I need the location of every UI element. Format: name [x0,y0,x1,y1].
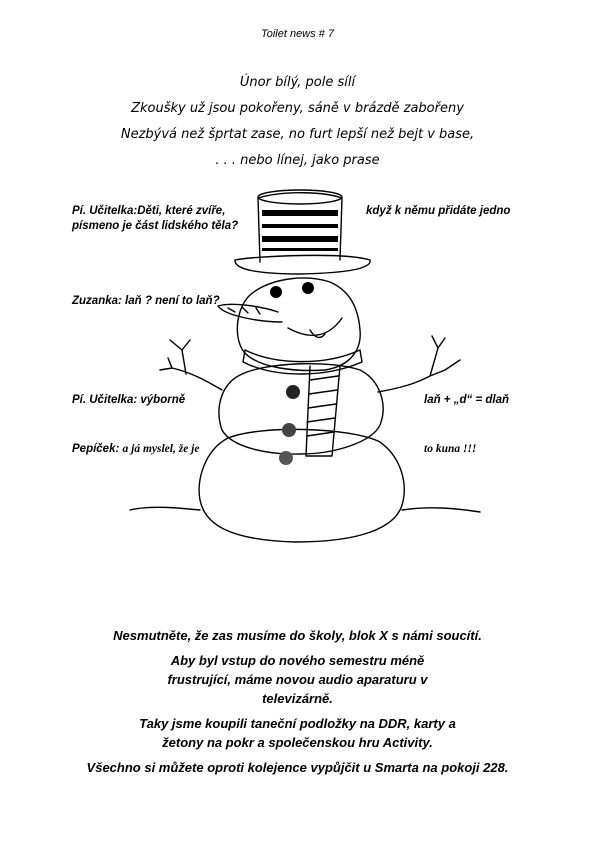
poem-line: Nezbývá než šprtat zase, no furt lepší než bejt v base, [120,127,475,142]
page-header: Toilet news # 7 [261,28,334,40]
snowman-illustration [110,180,490,580]
snowman-bottom [199,429,404,542]
poem [0,70,595,174]
button [279,451,293,465]
mouth [288,318,342,337]
teacher-question-line2: písmeno je část lidského těla? [72,220,239,232]
pepicek-name: Pepíček: [72,443,120,455]
right-arm [378,336,460,392]
poem-line: . . . nebo línej, jako prase [215,153,380,168]
pepicek-end: to kuna !!! [424,443,477,455]
teacher-answer-right: laň + „d“ = dlaň [424,394,509,406]
pepicek-text: a já myslel, že je [122,443,200,455]
footer-paragraph: Všechno si můžete oproti kolejence vypůjčit u Smarta na pokoji 228. [86,760,509,775]
hat-brim [235,255,370,274]
teacher-question-left: Pí. Učitelka:Děti, které zvíře, [72,205,226,217]
snowman-middle [219,364,383,454]
poem-line: Zkoušky už jsou pokořeny, sáně v brázdě zabořeny [131,101,464,116]
footer-paragraph: Aby byl vstup do nového semestru méně frustrující, máme novou audio aparaturu v televizárně. [167,653,428,706]
teacher-question-right: když k němu přidáte jedno [366,205,511,217]
poem-line: Únor bílý, pole sílí [239,75,356,90]
left-arm [160,340,222,390]
pepicek-line [72,442,199,457]
footer-paragraph: Nesmutněte, že zas musíme do školy, blok X s námi soucítí. [113,628,482,643]
footer-announcement [0,626,595,783]
teacher-answer-left: Pí. Učitelka: výborně [72,394,186,406]
button [282,423,296,437]
zuzanka-line: Zuzanka: laň ? není to laň? [72,295,220,307]
carrot-nose [218,304,282,322]
footer-paragraph: Taky jsme koupili taneční podložky na DDR, karty a žetony na pokr a společenskou hru Activity. [139,716,456,750]
button [286,385,300,399]
